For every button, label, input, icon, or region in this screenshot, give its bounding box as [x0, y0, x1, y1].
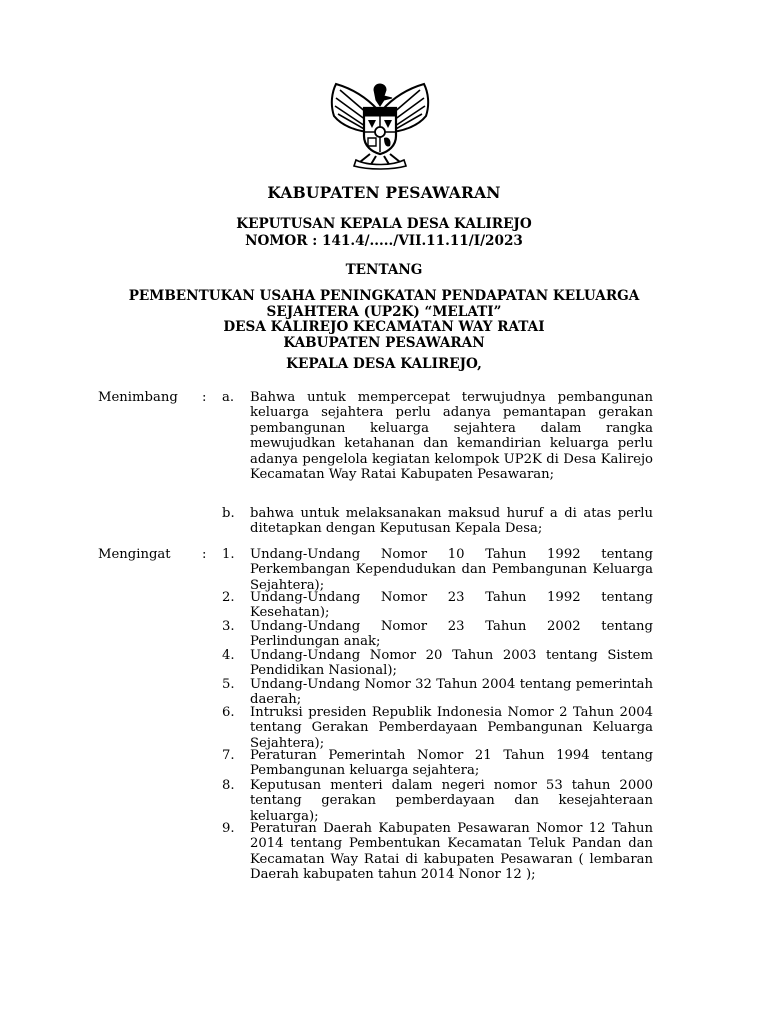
item-text: Undang-Undang Nomor 10 Tahun 1992 tentang Perkembangan Kependudukan dan Pembangunan Keluarga Sejahtera); [250, 547, 653, 593]
legal-basis-item [222, 705, 653, 751]
item-marker: 3. [222, 619, 235, 634]
item-text: Intruksi presiden Republik Indonesia Nomor 2 Tahun 2004 tentang Gerakan Pemberdayaan Pembangunan Keluarga Sejahtera); [250, 705, 653, 751]
garuda-emblem-icon [320, 74, 440, 170]
item-marker: b. [222, 506, 235, 521]
item-text: Peraturan Daerah Kabupaten Pesawaran Nomor 12 Tahun 2014 tentang Pembentukan Kecamatan Teluk Pandan dan Kecamatan Way Ratai di kabupaten Pesawaran ( lembaran Daerah kabupaten tahun 2014 Nonor 12 ); [250, 821, 653, 883]
subject-line: KABUPATEN PESAWARAN [283, 334, 485, 351]
legal-basis-item [222, 677, 653, 708]
item-marker: 1. [222, 547, 235, 562]
item-text: Undang-Undang Nomor 23 Tahun 2002 tentang Perlindungan anak; [250, 619, 653, 650]
menimbang-colon: : [202, 390, 207, 405]
item-marker: 4. [222, 648, 235, 663]
decree-subject [0, 289, 768, 351]
legal-basis-item [222, 648, 653, 679]
mengingat-colon: : [202, 547, 207, 562]
subject-line: SEJAHTERA (UP2K) “MELATI” [266, 303, 502, 320]
decree-heading [0, 216, 768, 249]
legal-basis-item [222, 748, 653, 779]
legal-basis-item [222, 590, 653, 621]
item-text: Undang-Undang Nomor 32 Tahun 2004 tentang pemerintah daerah; [250, 677, 653, 708]
decree-number: NOMOR : 141.4/...../VII.11.11/I/2023 [245, 232, 523, 249]
subject-line: DESA KALIREJO KECAMATAN WAY RATAI [223, 319, 545, 336]
about-word: TENTANG [345, 262, 423, 278]
menimbang-label: Menimbang [98, 390, 178, 405]
item-marker: 6. [222, 705, 235, 720]
item-marker: a. [222, 390, 235, 405]
subject-line: PEMBENTUKAN USAHA PENINGKATAN PENDAPATAN KELUARGA [128, 288, 640, 304]
legal-basis-item [222, 778, 653, 824]
legal-basis-item [222, 619, 653, 650]
item-marker: 9. [222, 821, 235, 836]
item-text: Undang-Undang Nomor 23 Tahun 1992 tentang Kesehatan); [250, 590, 653, 621]
item-marker: 2. [222, 590, 235, 605]
item-text: Keputusan menteri dalam negeri nomor 53 tahun 2000 tentang gerakan pemberdayaan dan kesejahteraan keluarga); [250, 778, 653, 824]
legal-basis-item [222, 821, 653, 883]
item-marker: 7. [222, 748, 235, 763]
mengingat-label: Mengingat [98, 547, 171, 562]
considering-item [222, 390, 653, 482]
considering-item [222, 506, 653, 537]
signatory-title: KEPALA DESA KALIREJO, [286, 356, 482, 372]
item-text: Bahwa untuk mempercepat terwujudnya pembangunan keluarga sejahtera perlu adanya pemantapan gerakan pembangunan keluarga sejahtera dalam rangka mewujudkan ketahanan dan kemandirian keluarga perlu adanya pengelola kegiatan kelompok UP2K di Desa Kalirejo Kecamatan Way Ratai Kabupaten Pesawaran; [250, 390, 653, 483]
item-marker: 5. [222, 677, 235, 692]
regency-title: KABUPATEN PESAWARAN [267, 183, 501, 202]
item-marker: 8. [222, 778, 235, 793]
item-text: Peraturan Pemerintah Nomor 21 Tahun 1994 tentang Pembangunan keluarga sejahtera; [250, 748, 653, 779]
item-text: bahwa untuk melaksanakan maksud huruf a di atas perlu ditetapkan dengan Keputusan Kepala Desa; [250, 506, 653, 537]
item-text: Undang-Undang Nomor 20 Tahun 2003 tentang Sistem Pendidikan Nasional); [250, 648, 653, 679]
legal-basis-item [222, 547, 653, 593]
decree-title: KEPUTUSAN KEPALA DESA KALIREJO [236, 216, 532, 232]
